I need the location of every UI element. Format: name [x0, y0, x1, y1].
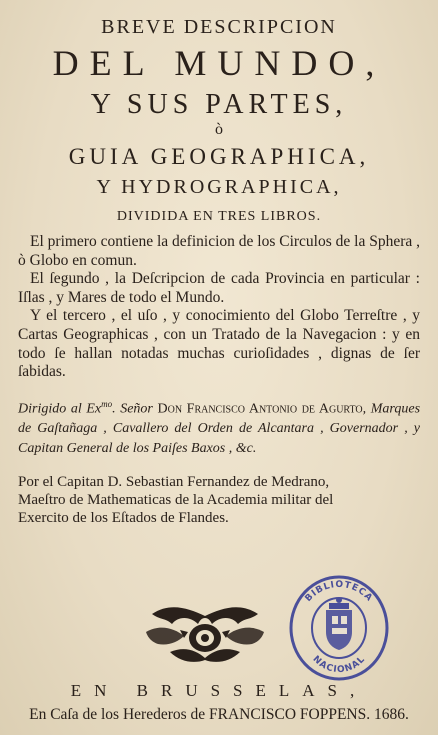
printers-ornament-icon — [140, 602, 270, 668]
imprint-printer: En Caſa de los Herederos de FRANCISCO FOPPENS. 1686. — [29, 706, 409, 723]
contents-paragraph — [18, 233, 420, 382]
dedication — [18, 394, 420, 460]
title-line-2: DEL MUNDO, — [52, 43, 386, 83]
author-line-2: Maeſtro de Mathematicas de la Academia militar del — [18, 492, 334, 509]
contents-book-1: El primero contiene la definicion de los Circulos de la Sphera , ò Globo en comun. — [18, 233, 420, 269]
title-line-1: BREVE DESCRIPCION — [101, 16, 337, 38]
dedication-prefix: Dirigido al Ex — [18, 401, 102, 417]
dedication-prefix-sup: mo — [101, 398, 113, 409]
svg-text:NACIONAL: NACIONAL — [310, 654, 368, 676]
dedication-rest: , Marques de Gaſtañaga , Cavallero del Orden de Alcantara , Governador , y Capitan General de los Paiſes Baxos , &c. — [18, 401, 421, 457]
library-stamp-icon — [286, 570, 392, 682]
contents-book-2: El ſegundo , la Deſcripcion de cada Provincia en particular : Iſlas , y Mares de todo el Mundo. — [18, 270, 420, 306]
imprint-place: EN BRUSSELAS, — [70, 681, 368, 700]
dedication-prefix-2: . Señor — [112, 401, 153, 417]
title-line-5: GUIA GEOGRAPHICA, — [68, 144, 370, 169]
contents-book-3: Y el tercero , el uſo , y conocimiento del Globo Terreſtre , y Cartas Geographicas , con un Tratado de la Navegacion : y en todo ſe hallan notadas muchas curioſidades , dignas de ſer ſabidas. — [18, 307, 420, 381]
title-line-7: DIVIDIDA EN TRES LIBROS. — [116, 209, 322, 224]
author-line-1: Por el Capitan D. Sebastian Fernandez de Medrano, — [18, 474, 330, 491]
title-line-3: Y SUS PARTES, — [90, 89, 348, 120]
title-line-6: Y HYDROGRAPHICA, — [96, 176, 342, 198]
author — [18, 473, 388, 527]
title-line-4: ò — [215, 121, 223, 138]
dedication-name: Don Francisco Antonio de Agurto — [157, 401, 363, 417]
svg-text:BIBLIOTECA: BIBLIOTECA — [303, 579, 375, 604]
author-line-3: Exercito de los Eſtados de Flandes. — [18, 510, 229, 527]
